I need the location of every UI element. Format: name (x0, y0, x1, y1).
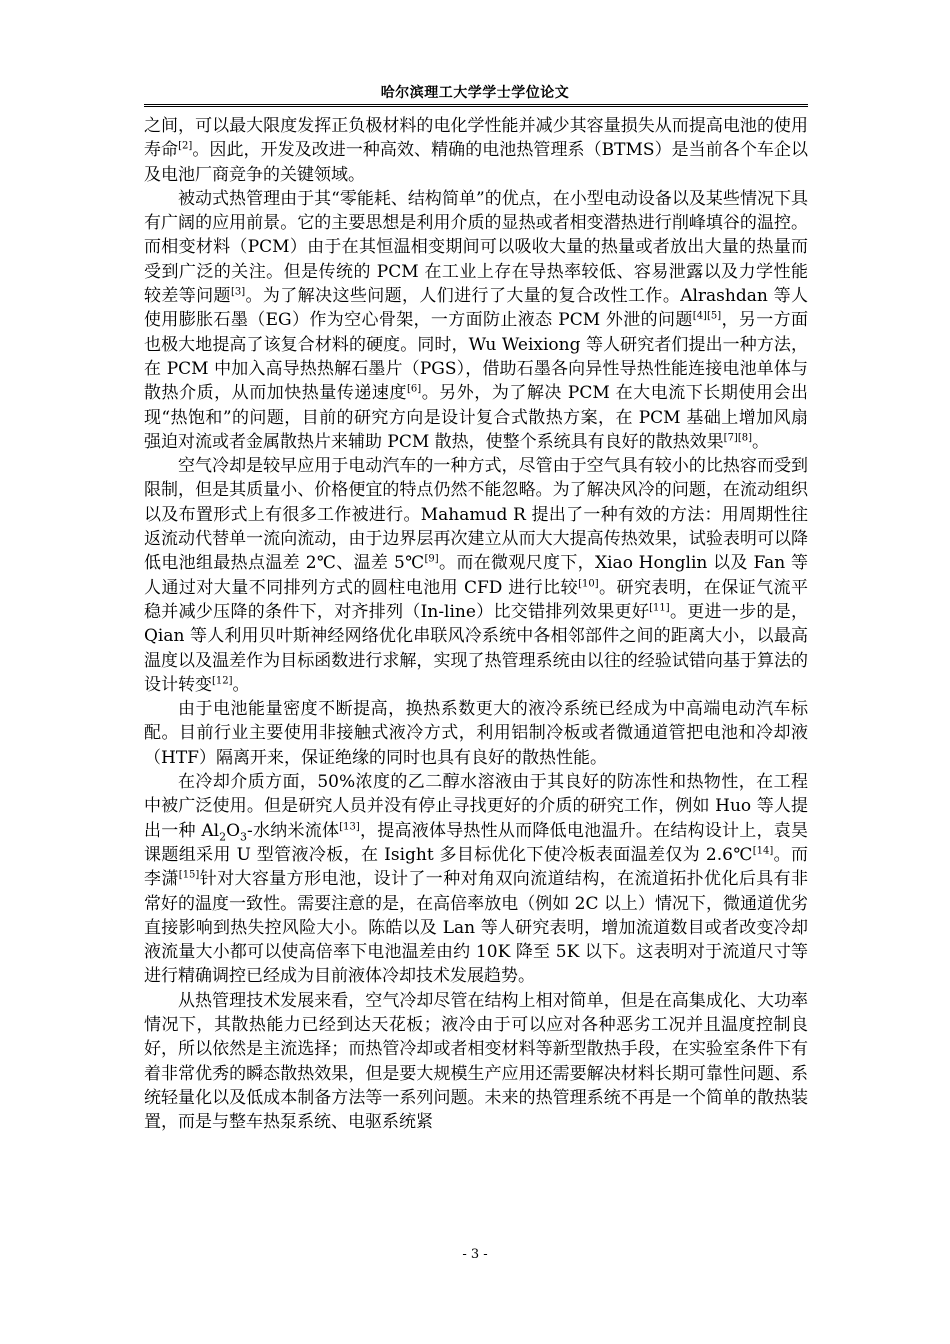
paragraph-text: ，提高液体导热性从而降低电池温升。在结构设计上，袁昊课题组采用 U 型管液冷板，在 Isight 多目标优化下使冷板表面温差仅为 2.6℃ (144, 820, 809, 865)
citation-ref: [13] (339, 820, 360, 832)
paragraph-text: 之间，可以最大限度发挥正负极材料的电化学性能并减少其容量损失从而提高电池的使用寿命 (144, 116, 808, 161)
paragraph-text: 从热管理技术发展来看，空气冷却尽管在结构上相对简单，但是在高集成化、大功率情况下，其散热能力已经到达天花板；液冷由于可以应对各种恶劣工况并且温度控制良好，所以依然是主流选择；而热管冷却或者相变材料等新型散热手段，在实验室条件下有着非常优秀的瞬态散热效果，但是要大规模生产应用还需要解决材料长期可靠性问题、系统轻量化以及低成本制备方法等一系列问题。未来的热管理系统不再是一个简单的散热装置，而是与整车热泵系统、电驱系统紧 (144, 990, 808, 1133)
paragraph-text: 。 (752, 431, 770, 452)
citation-ref: [15] (178, 869, 200, 881)
paragraph-text: 。另外，为了解决 PCM 在大电流下长期使用会出现“热饱和”的问题，目前的研究方向是设计复合式散热方案，在 PCM 基础上增加风扇强迫对流或者金属散热片来辅助 PCM 散热，使整个系统具有良好的散热效果 (144, 383, 808, 452)
paragraph-text: 。更进一步的是，Qian 等人利用贝叶斯神经网络优化串联风冷系统中各相邻部件之间的距离大小，以最高温度以及温差作为目标函数进行求解，实现了热管理系统由以往的经验试错向基于算法的设计转变 (144, 601, 808, 695)
citation-ref: [11] (649, 602, 670, 614)
paragraph-text: 。研究表明，在保证气流平稳并减少压降的条件下，对齐排列（In-line）比交错排列效果更好 (144, 577, 808, 622)
paragraph-text: 。而在微观尺度下，Xiao Honglin 以及 Fan 等人通过对大量不同排列方式的圆柱电池用 CFD 进行比较 (144, 553, 808, 598)
citation-ref: [4][5] (692, 310, 722, 322)
citation-ref: [6] (406, 383, 422, 395)
citation-ref: [14] (752, 845, 774, 857)
paragraph-text: 。 (232, 674, 250, 695)
page-number: - 3 - (462, 1247, 488, 1262)
running-header-title: 哈尔滨理工大学学士学位论文 (380, 85, 570, 101)
body-text (144, 114, 808, 1134)
paragraph-text: 被动式热管理由于其“零能耗、结构简单”的优点，在小型电动设备以及某些情况下具有广阔的应用前景。它的主要思想是利用介质的显热或者相变潜热进行削峰填谷的温控。而相变材料（PCM）由于在其恒温相变期间可以吸收大量的热量或者放出大量的热量而受到广泛的关注。但是传统的 PCM 在工业上存在导热率较低、容易泄露以及力学性能较差等问题 (144, 188, 808, 307)
chemical-subscript: 3 (240, 830, 248, 843)
citation-ref: [9] (424, 553, 439, 565)
paragraph-text: -水纳米流体 (247, 820, 340, 841)
paragraph-text: 由于电池能量密度不断提高，换热系数更大的液冷系统已经成为中高端电动汽车标配。目前行业主要使用非接触式液冷方式，利用铝制冷板或者微通道管把电池和冷却液（HTF）隔离开来，保证绝缘的同时也具有良好的散热性能。 (144, 699, 808, 768)
paragraph-text: O (226, 820, 241, 841)
paragraph-text: 。因此，开发及改进一种高效、精确的电池热管理系（BTMS）是当前各个车企以及电池厂商竞争的关键领域。 (144, 140, 808, 185)
paragraph (144, 770, 808, 989)
paragraph (144, 187, 808, 454)
citation-ref: [2] (178, 140, 193, 152)
paragraph-text: 针对大容量方形电池，设计了一种对角双向流道结构，在流道拓扑优化后具有非常好的温度一致性。需要注意的是，在高倍率放电（例如 2C 以上）情况下，微通道优劣直接影响到热失控风险大小。陈皓以及 Lan 等人研究表明，增加流道数目或者改变冷却液流量大小都可以使高倍率下电池温差由约 10K 降至 5K 以下。这表明对于流道尺寸等进行精确调控已经成为目前液体冷却技术发展趋势。 (144, 869, 809, 987)
paragraph-text: 。为了解决这些问题，人们进行了大量的复合改性工作。Alrashdan 等人使用膨胀石墨（EG）作为空心骨架，一方面防止液态 PCM 外泄的问题 (144, 286, 809, 331)
paragraph-text: 空气冷却是较早应用于电动汽车的一种方式，尽管由于空气具有较小的比热容而受到限制，但是其质量小、价格便宜的特点仍然不能忽略。为了解决风冷的问题，在流动组织以及布置形式上有很多工作被进行。Mahamud R 提出了一种有效的方法：用周期性往返流动代替单一流向流动，由于边界层再次建立从而大大提高传热效果，试验表明可以降低电池组最热点温差 2℃、温差 5℃ (144, 456, 808, 574)
paragraph-text: 在冷却介质方面，50%浓度的乙二醇水溶液由于其良好的防冻性和热物性，在工程中被广泛使用。但是研究人员并没有停止寻找更好的介质的研究工作，例如 Huo 等人提出一种 Al (144, 772, 808, 841)
citation-ref: [10] (578, 577, 599, 589)
paragraph-text: ，另一方面也极大地提高了该复合材料的硬度。同时，Wu Weixiong 等人研究者们提出一种方法，在 PCM 中加入高导热热解石墨片（PGS），借助石墨各向异性导热性能连接电池单体与散热介质，从而加快热量传递速度 (144, 310, 808, 404)
citation-ref: [7][8] (723, 432, 753, 444)
paragraph (144, 114, 808, 187)
paragraph (144, 454, 808, 697)
paragraph (144, 697, 808, 770)
citation-ref: [12] (212, 675, 233, 687)
chemical-subscript: 2 (219, 830, 227, 843)
paragraph (144, 989, 808, 1135)
citation-ref: [3] (230, 286, 246, 298)
paragraph-text: 。而李潇 (144, 844, 809, 890)
header-rule (144, 104, 808, 107)
